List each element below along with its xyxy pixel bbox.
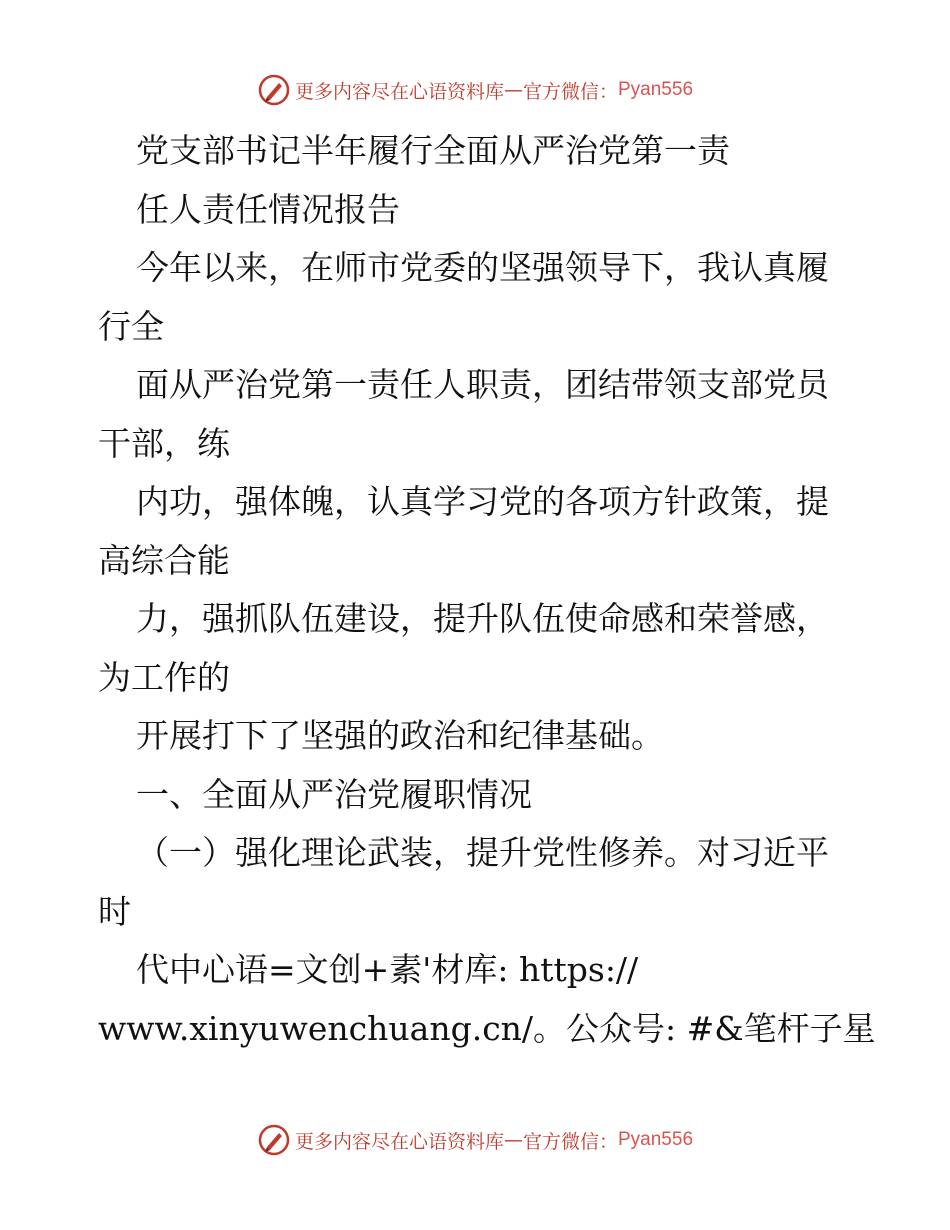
doc-line: 时 [98,891,131,931]
doc-line: 面从严治党第一责任人职责，团结带领支部党员 [136,365,829,404]
doc-line: 内功，强体魄，认真学习党的各项方针政策，提 [136,482,829,521]
doc-line: 任人责任情况报告 [136,189,400,229]
banner-separator: — [503,1129,523,1151]
doc-line: 为工作的 [98,657,230,697]
banner-text: 更多内容尽在心语资料库 [294,80,504,103]
banner-text: 更多内容尽在心语资料库 [294,1130,504,1153]
doc-line: （一）强化理论武装，提升党性修养。对习近平 [136,833,829,872]
doc-line: 力，强抓队伍建设，提升队伍使命感和荣誉感， [136,599,829,638]
doc-line: 一、全面从严治党履职情况 [136,774,532,814]
banner-wechat-label: 官方微信： [522,1130,618,1153]
doc-line: 今年以来，在师市党委的坚强领导下，我认真履 [136,248,829,287]
pen-logo-icon [257,73,291,107]
pen-logo-icon [257,1123,291,1157]
doc-line: 干部，练 [98,423,230,463]
footer-watermark [0,1120,950,1160]
banner-wechat-label: 官方微信： [522,80,618,103]
doc-line: 代中心语=文创+素'材库: https:// [136,950,639,989]
doc-line: 行全 [98,306,164,346]
doc-line: 开展打下了坚强的政治和纪律基础。 [136,716,664,755]
doc-line: www.xinyuwenchuang.cn/。公众号: #&笔杆子星 [98,1008,876,1048]
doc-line: 高综合能 [98,540,230,580]
document-body [98,122,876,1058]
banner-separator: — [503,79,523,101]
banner-handle: Pyan556 [618,79,694,100]
banner-handle: Pyan556 [618,1129,694,1150]
doc-line: 党支部书记半年履行全面从严治党第一责 [136,131,730,170]
header-watermark [0,70,950,110]
